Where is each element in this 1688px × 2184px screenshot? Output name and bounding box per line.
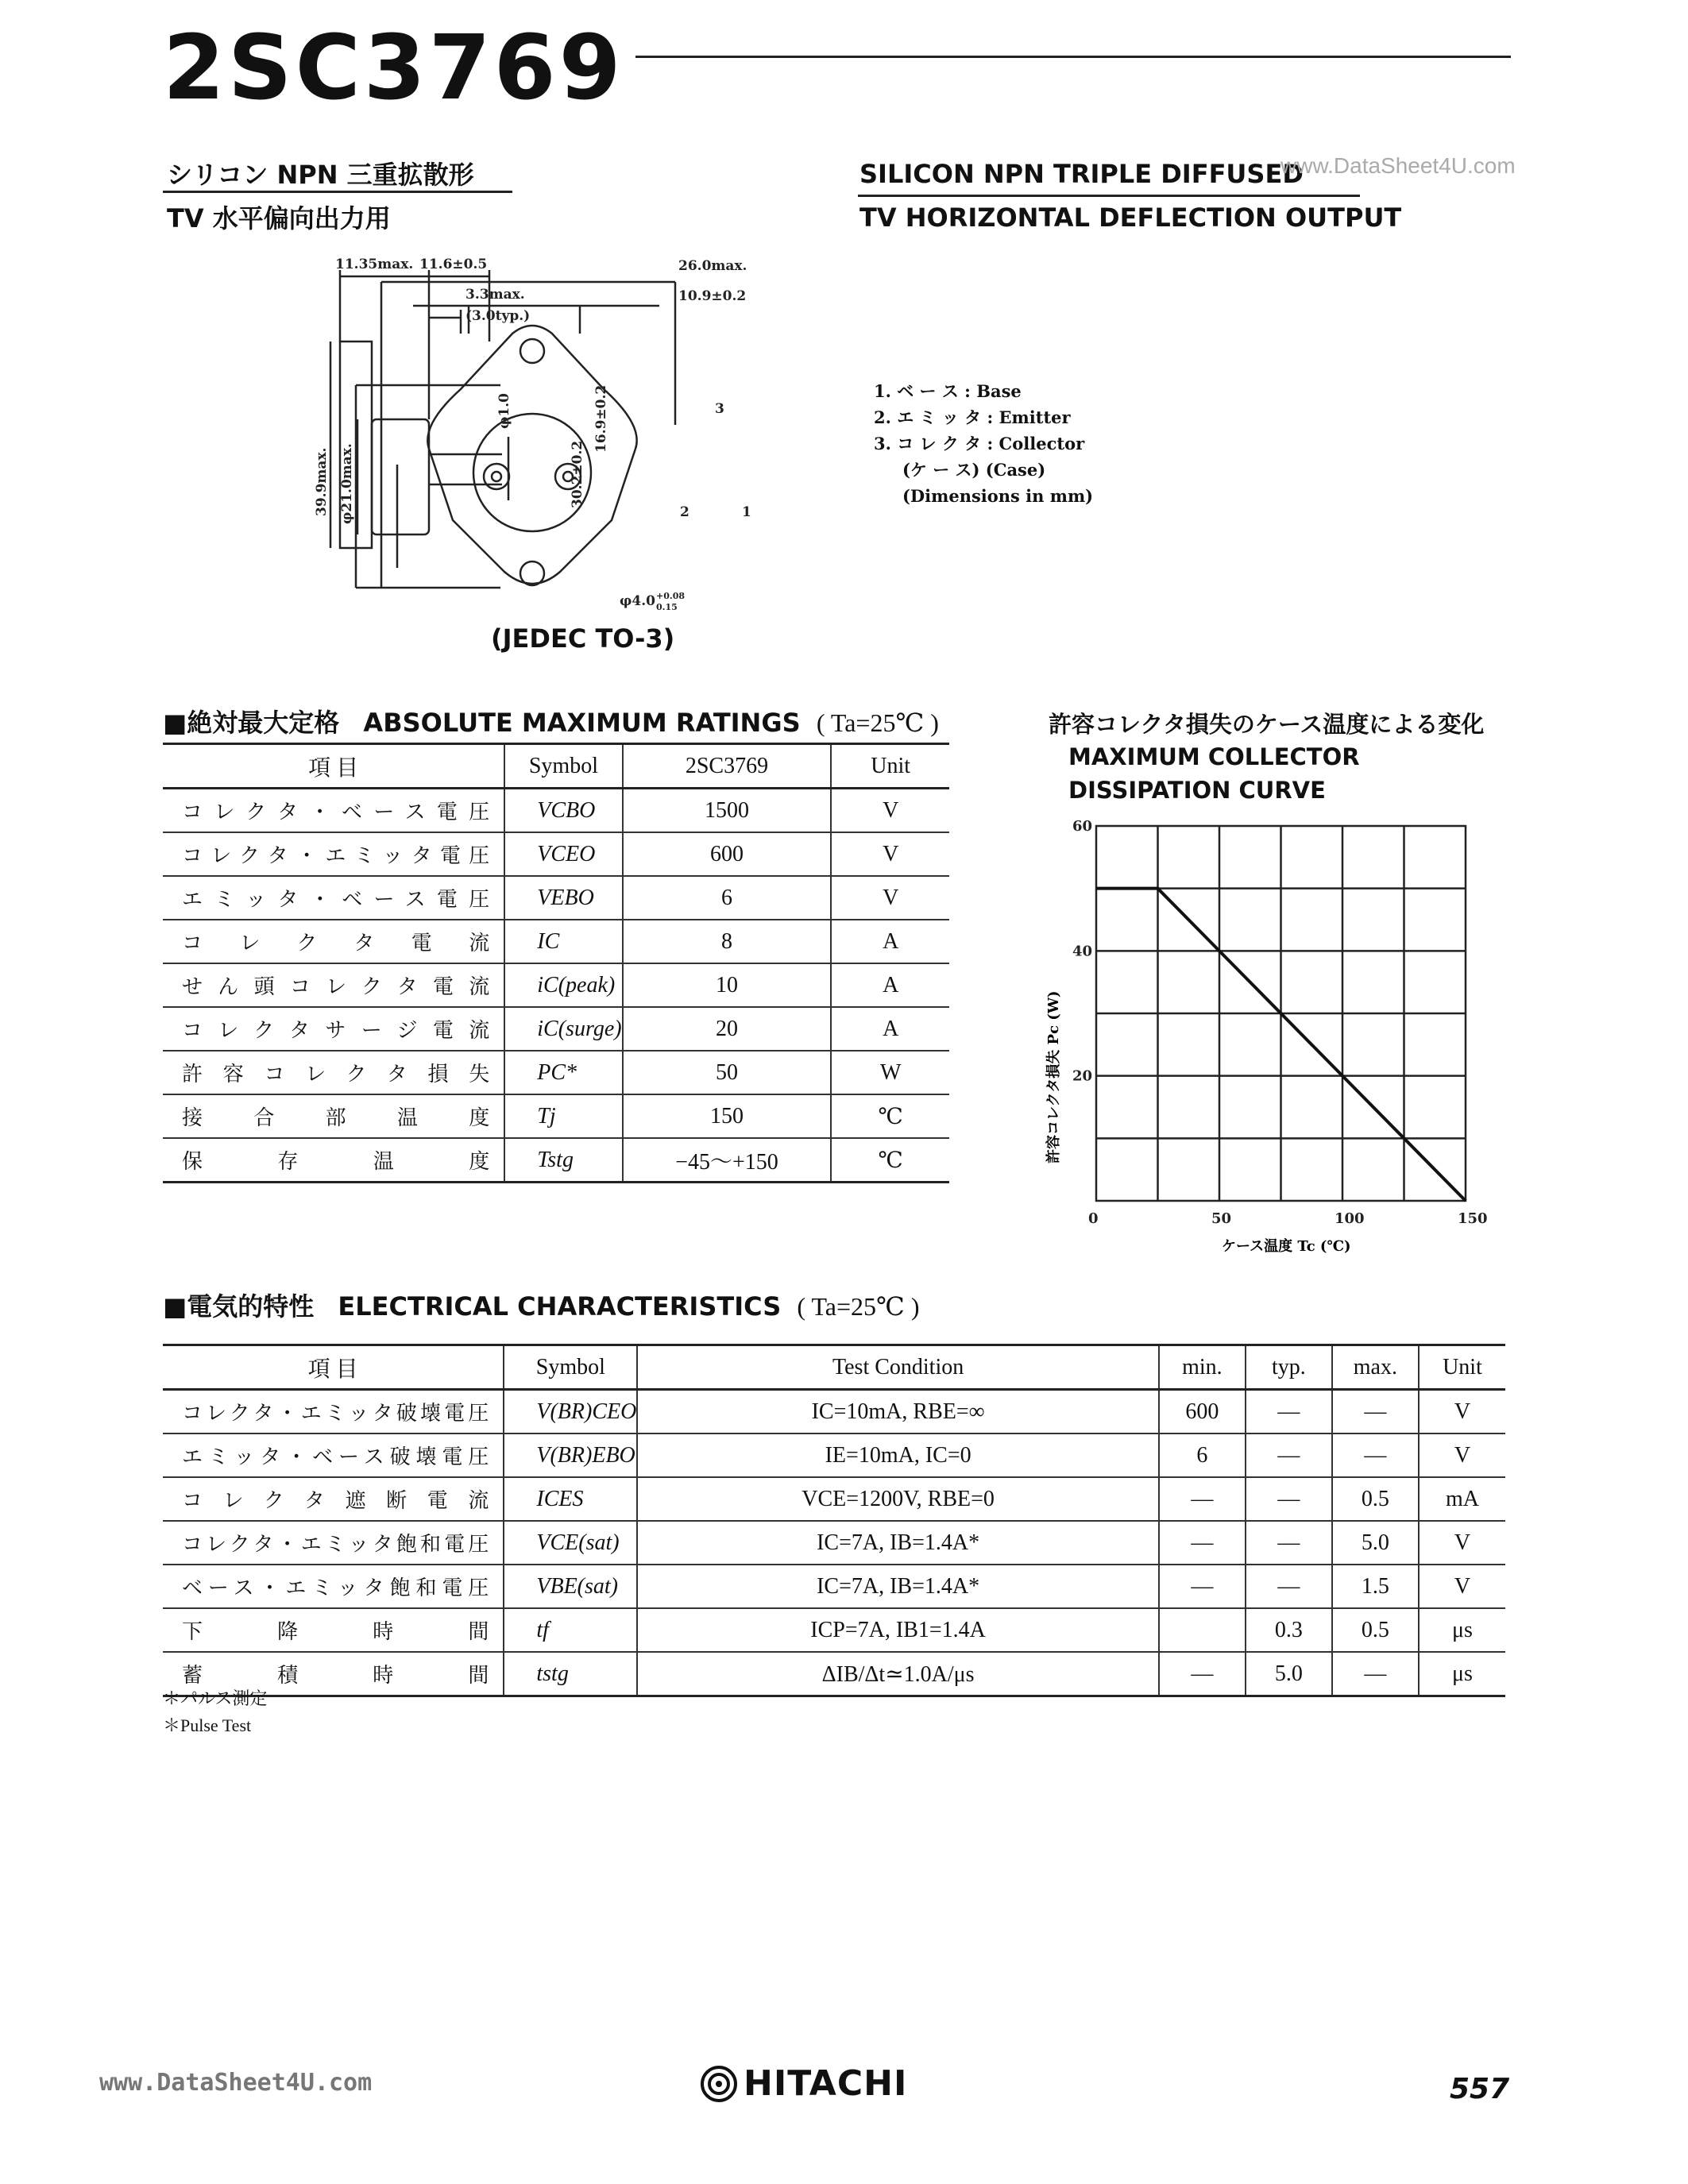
typ: —	[1246, 1433, 1332, 1477]
item: 保存温度	[163, 1138, 504, 1183]
item: 下降時間	[163, 1608, 504, 1652]
dim-d2: 11.6±0.5	[419, 257, 488, 272]
symbol: VCBO	[504, 789, 622, 833]
unit: V	[1419, 1390, 1505, 1434]
dim-d8: φ21.0max.	[339, 443, 355, 524]
symbol: VCE(sat)	[504, 1521, 637, 1565]
x-tick-label: 100	[1335, 1210, 1365, 1227]
dim-d12: φ4.0	[620, 593, 655, 609]
jp-type: シリコン NPN 三重拡散形	[167, 160, 474, 190]
en-use: TV HORIZONTAL DEFLECTION OUTPUT	[859, 203, 1402, 233]
table-row	[163, 1433, 1505, 1477]
pin-legend-dims: (Dimensions in mm)	[902, 486, 1094, 506]
dim-d12-tol-lo: 0.15	[656, 602, 678, 612]
unit: V	[831, 789, 949, 833]
value: 600	[623, 832, 832, 876]
min: —	[1159, 1521, 1246, 1565]
value: −45〜+150	[623, 1138, 832, 1183]
min: 600	[1159, 1390, 1246, 1434]
part-number-title: 2SC3769	[163, 17, 624, 120]
pin-legend-emitter: 2. エ ミ ッ タ : Emitter	[874, 407, 1071, 427]
unit: μs	[1419, 1652, 1505, 1696]
col-unit: Unit	[831, 744, 949, 789]
en-type-rule	[858, 195, 1360, 197]
table-row	[163, 1652, 1505, 1696]
item: コレクタサージ電流	[163, 1007, 504, 1051]
symbol: tf	[504, 1608, 637, 1652]
table-row	[163, 876, 949, 920]
max: 5.0	[1332, 1521, 1419, 1565]
typ: —	[1246, 1565, 1332, 1608]
en-type: SILICON NPN TRIPLE DIFFUSED	[859, 159, 1304, 189]
typ: 0.3	[1246, 1608, 1332, 1652]
elec-cond: ( Ta=25℃ )	[797, 1292, 920, 1321]
max: 0.5	[1332, 1477, 1419, 1521]
chart-ylabel: 許容コレクタ損失 Pc (W)	[1045, 990, 1062, 1163]
package-drawing	[302, 246, 826, 627]
item: コレクタ・エミッタ電圧	[163, 832, 504, 876]
pin-label-3: 3	[715, 401, 724, 417]
typ: —	[1246, 1390, 1332, 1434]
x-tick-label: 50	[1211, 1210, 1232, 1227]
col-value: 2SC3769	[623, 744, 832, 789]
item: コレクタ・エミッタ破壊電圧	[163, 1390, 504, 1434]
table-row	[163, 832, 949, 876]
condition: IC=7A, IB=1.4A*	[637, 1565, 1159, 1608]
dim-d9: φ1.0	[496, 393, 512, 429]
dim-d6: 10.9±0.2	[678, 288, 747, 304]
symbol: IC	[504, 920, 622, 963]
col-item: 項 目	[163, 744, 504, 789]
col-symbol: Symbol	[504, 1345, 637, 1390]
title-rule	[635, 56, 1511, 58]
item: せん頭コレクタ電流	[163, 963, 504, 1007]
condition: IC=10mA, RBE=∞	[637, 1390, 1159, 1434]
item: エミッタ・ベース電圧	[163, 876, 504, 920]
elec-heading	[163, 1287, 920, 1323]
condition: IC=7A, IB=1.4A*	[637, 1521, 1159, 1565]
elec-title-en: ELECTRICAL CHARACTERISTICS	[338, 1291, 782, 1322]
symbol: VBE(sat)	[504, 1565, 637, 1608]
package-caption: (JEDEC TO-3)	[491, 623, 675, 654]
min	[1159, 1608, 1246, 1652]
symbol: V(BR)CEO	[504, 1390, 637, 1434]
min: —	[1159, 1565, 1246, 1608]
abs-max-cond: ( Ta=25℃ )	[816, 708, 939, 737]
pin-legend-collector: 3. コ レ ク タ : Collector	[874, 434, 1085, 453]
symbol: VEBO	[504, 876, 622, 920]
brand-name: HITACHI	[744, 2063, 908, 2104]
hitachi-logo	[699, 2063, 907, 2104]
abs-max-heading	[163, 703, 939, 739]
y-tick-label: 20	[1072, 1067, 1093, 1085]
value: 150	[623, 1094, 832, 1138]
max: —	[1332, 1433, 1419, 1477]
abs-max-title-en: ABSOLUTE MAXIMUM RATINGS	[363, 708, 801, 738]
item: 蓄積時間	[163, 1652, 504, 1696]
dim-d7: 39.9max.	[314, 447, 330, 516]
min: —	[1159, 1652, 1246, 1696]
table-row	[163, 963, 949, 1007]
unit: W	[831, 1051, 949, 1094]
y-tick-label: 40	[1072, 943, 1093, 960]
col-max: max.	[1332, 1345, 1419, 1390]
dim-d3: 3.3max.	[465, 287, 525, 303]
unit: V	[1419, 1565, 1505, 1608]
x-tick-label: 150	[1458, 1210, 1488, 1227]
item: 許容コレクタ損失	[163, 1051, 504, 1094]
table-row	[163, 1608, 1505, 1652]
footnote-en: ＊Pulse Test	[163, 1715, 252, 1735]
max: 0.5	[1332, 1608, 1419, 1652]
pin-legend-case: (ケ ー ス) (Case)	[902, 460, 1046, 480]
unit: V	[1419, 1521, 1505, 1565]
condition: IE=10mA, IC=0	[637, 1433, 1159, 1477]
max: —	[1332, 1390, 1419, 1434]
table-row	[163, 1094, 949, 1138]
pin-label-2: 2	[680, 504, 689, 520]
value: 20	[623, 1007, 832, 1051]
item: エミッタ・ベース破壊電圧	[163, 1433, 504, 1477]
symbol: iC(peak)	[504, 963, 622, 1007]
col-condition: Test Condition	[637, 1345, 1159, 1390]
table-row	[163, 1007, 949, 1051]
unit: μs	[1419, 1608, 1505, 1652]
min: —	[1159, 1477, 1246, 1521]
table-row	[163, 789, 949, 833]
col-min: min.	[1159, 1345, 1246, 1390]
table-row	[163, 1138, 949, 1183]
chart-title-jp: 許容コレクタ損失のケース温度による変化	[1049, 711, 1485, 738]
dim-d12-tol-hi: +0.08	[656, 591, 686, 601]
typ: —	[1246, 1521, 1332, 1565]
dissipation-chart	[1033, 814, 1509, 1259]
hitachi-emblem-icon	[699, 2064, 739, 2104]
unit: V	[1419, 1433, 1505, 1477]
table-row	[163, 920, 949, 963]
dim-d10: 30.2±0.2	[570, 440, 585, 508]
item: コレクタ電流	[163, 920, 504, 963]
item: 接合部温度	[163, 1094, 504, 1138]
elec-table	[163, 1344, 1505, 1697]
unit: V	[831, 832, 949, 876]
min: 6	[1159, 1433, 1246, 1477]
symbol: Tstg	[504, 1138, 622, 1183]
unit: A	[831, 963, 949, 1007]
value: 6	[623, 876, 832, 920]
max: —	[1332, 1652, 1419, 1696]
table-header-row	[163, 1345, 1505, 1390]
col-unit: Unit	[1419, 1345, 1505, 1390]
symbol: Tj	[504, 1094, 622, 1138]
col-symbol: Symbol	[504, 744, 622, 789]
footnotes	[163, 1685, 267, 1739]
abs-max-title-jp: ■絶対最大定格	[163, 708, 340, 738]
unit: ℃	[831, 1138, 949, 1183]
table-row	[163, 1051, 949, 1094]
condition: VCE=1200V, RBE=0	[637, 1477, 1159, 1521]
symbol: tstg	[504, 1652, 637, 1696]
unit: ℃	[831, 1094, 949, 1138]
pin-legend-base: 1. ベ ー ス : Base	[874, 381, 1022, 401]
chart-xlabel: ケース温度 Tc (℃)	[1222, 1238, 1351, 1255]
chart-title: MAXIMUM COLLECTOR DISSIPATION CURVE	[1068, 743, 1360, 804]
value: 10	[623, 963, 832, 1007]
pin-legend	[874, 378, 1093, 509]
col-item: 項 目	[163, 1345, 504, 1390]
table-row	[163, 1477, 1505, 1521]
condition: ΔIB/Δt≃1.0A/μs	[637, 1652, 1159, 1696]
table-row	[163, 1521, 1505, 1565]
typ: 5.0	[1246, 1652, 1332, 1696]
abs-max-table	[163, 743, 949, 1183]
item: コレクタ・エミッタ飽和電圧	[163, 1521, 504, 1565]
symbol: V(BR)EBO	[504, 1433, 637, 1477]
item: コレクタ遮断電流	[163, 1477, 504, 1521]
page-number: 557	[1450, 2073, 1510, 2105]
unit: A	[831, 920, 949, 963]
jp-use: TV 水平偏向出力用	[167, 203, 391, 233]
dim-d5: 26.0max.	[678, 258, 747, 274]
x-tick-label: 0	[1088, 1210, 1099, 1227]
value: 8	[623, 920, 832, 963]
unit: mA	[1419, 1477, 1505, 1521]
pin-label-1: 1	[742, 504, 751, 520]
footer-watermark: www.DataSheet4U.com	[99, 2069, 373, 2097]
item: コレクタ・ベース電圧	[163, 789, 504, 833]
symbol: PC*	[504, 1051, 622, 1094]
table-row	[163, 1565, 1505, 1608]
header-watermark: www.DataSheet4U.com	[1280, 153, 1516, 178]
typ: —	[1246, 1477, 1332, 1521]
condition: ICP=7A, IB1=1.4A	[637, 1608, 1159, 1652]
value: 50	[623, 1051, 832, 1094]
jp-type-rule	[163, 191, 512, 193]
value: 1500	[623, 789, 832, 833]
symbol: ICES	[504, 1477, 637, 1521]
symbol: iC(surge)	[504, 1007, 622, 1051]
y-tick-label: 60	[1072, 818, 1093, 835]
col-typ: typ.	[1246, 1345, 1332, 1390]
item: ベース・エミッタ飽和電圧	[163, 1565, 504, 1608]
table-header-row	[163, 744, 949, 789]
unit: A	[831, 1007, 949, 1051]
dim-d11: 16.9±0.2	[593, 384, 609, 453]
dim-d4: (3.0typ.)	[465, 308, 531, 324]
unit: V	[831, 876, 949, 920]
elec-title-jp: ■電気的特性	[163, 1291, 315, 1322]
footnote-jp: ＊パルス測定	[163, 1688, 268, 1708]
max: 1.5	[1332, 1565, 1419, 1608]
table-row	[163, 1390, 1505, 1434]
dim-d1: 11.35max.	[335, 257, 414, 272]
symbol: VCEO	[504, 832, 622, 876]
